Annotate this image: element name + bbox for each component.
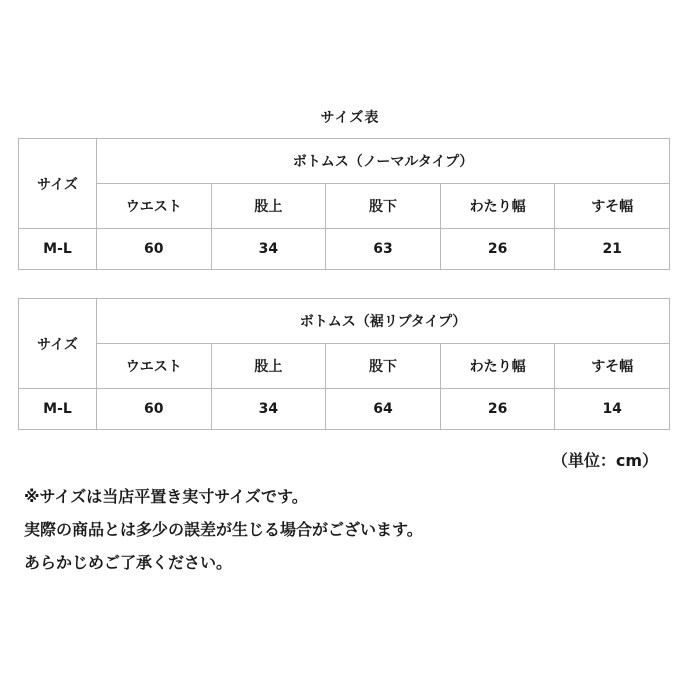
column-header-waist: ウエスト bbox=[97, 344, 212, 389]
value-cell: 60 bbox=[97, 229, 212, 270]
value-cell: 60 bbox=[97, 389, 212, 430]
column-header-thigh: わたり幅 bbox=[440, 344, 555, 389]
value-cell: 21 bbox=[555, 229, 670, 270]
size-table-ribbed-hem bbox=[18, 298, 670, 430]
value-cell: 34 bbox=[211, 389, 326, 430]
size-cell: M-L bbox=[19, 229, 97, 270]
value-cell: 26 bbox=[440, 229, 555, 270]
size-table-normal bbox=[18, 138, 670, 270]
column-header-rise: 股上 bbox=[211, 344, 326, 389]
note-line: ※サイズは当店平置き実寸サイズです。 bbox=[24, 487, 308, 506]
page-title: サイズ表 bbox=[320, 110, 380, 126]
column-header-thigh: わたり幅 bbox=[440, 184, 555, 229]
group-header: ボトムス（裾リブタイプ） bbox=[97, 299, 670, 344]
note-line: 実際の商品とは多少の誤差が生じる場合がございます。 bbox=[24, 520, 423, 539]
value-cell: 34 bbox=[211, 229, 326, 270]
value-cell: 26 bbox=[440, 389, 555, 430]
size-header: サイズ bbox=[19, 299, 97, 389]
note-line: あらかじめご了承ください。 bbox=[24, 553, 233, 572]
column-header-inseam: 股下 bbox=[326, 184, 441, 229]
unit-note: （単位：cm） bbox=[551, 451, 658, 470]
group-header: ボトムス（ノーマルタイプ） bbox=[97, 139, 670, 184]
size-cell: M-L bbox=[19, 389, 97, 430]
column-header-waist: ウエスト bbox=[97, 184, 212, 229]
value-cell: 64 bbox=[326, 389, 441, 430]
notes bbox=[24, 480, 423, 579]
table-row bbox=[19, 229, 670, 270]
table-row bbox=[19, 389, 670, 430]
value-cell: 63 bbox=[326, 229, 441, 270]
column-header-inseam: 股下 bbox=[326, 344, 441, 389]
value-cell: 14 bbox=[555, 389, 670, 430]
column-header-hem: すそ幅 bbox=[555, 344, 670, 389]
column-header-hem: すそ幅 bbox=[555, 184, 670, 229]
column-header-rise: 股上 bbox=[211, 184, 326, 229]
size-header: サイズ bbox=[19, 139, 97, 229]
